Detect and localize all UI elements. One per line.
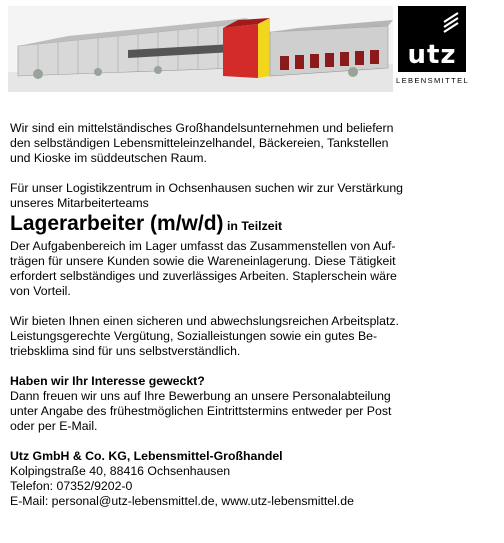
interest-line: Dann freuen wir uns auf Ihre Bewerbung an unsere Personalabteilung	[10, 389, 391, 403]
logo-stripes-icon	[398, 8, 466, 38]
search-line: Für unser Logistikzentrum in Ochsenhausen suchen wir zur Verstärkung	[10, 181, 404, 195]
job-subtitle: in Teilzeit	[226, 219, 283, 233]
interest-line: oder per E-Mail.	[10, 419, 98, 433]
logo-subtitle: LEBENSMITTEL	[396, 76, 470, 85]
utz-logo	[398, 6, 466, 72]
offer-line: triebsklima sind für uns selbstverständlich.	[10, 344, 241, 358]
company-phone: Telefon: 07352/9202-0	[10, 479, 133, 493]
intro-line: den selbständigen Lebensmitteleinzelhandel, Bäckereien, Tankstellen	[10, 136, 389, 150]
offer-line: Wir bieten Ihnen einen sicheren und abwechslungsreichen Arbeitsplatz.	[10, 314, 399, 328]
logo-wordmark: utz	[407, 40, 457, 70]
interest-heading: Haben wir Ihr Interesse geweckt?	[10, 374, 205, 388]
job-title: Lagerarbeiter (m/w/d)	[10, 212, 224, 235]
intro-line: Wir sind ein mittelständisches Großhandelsunternehmen und beliefern	[10, 121, 394, 135]
tasks-line: Der Aufgabenbereich im Lager umfasst das Zusammenstellen von Auf-	[10, 239, 396, 253]
interest-line: unter Angabe des frühestmöglichen Eintrittstermins entweder per Post	[10, 404, 392, 418]
warehouse-illustration	[8, 6, 393, 92]
company-address: Kolpingstraße 40, 88416 Ochsenhausen	[10, 464, 231, 478]
intro-line: und Kioske im süddeutschen Raum.	[10, 151, 207, 165]
tasks-line: trägen für unsere Kunden sowie die Wareneinlagerung. Diese Tätigkeit	[10, 254, 396, 268]
tasks-line: von Vorteil.	[10, 284, 71, 298]
company-email[interactable]: E-Mail: personal@utz-lebensmittel.de, www.utz-lebensmittel.de	[10, 494, 354, 508]
job-ad-body	[10, 121, 430, 509]
offer-line: Leistungsgerechte Vergütung, Sozialleistungen sowie ein gutes Be-	[10, 329, 378, 343]
header-banner	[0, 0, 504, 95]
tasks-line: erfordert selbständiges und zuverlässiges Arbeiten. Staplerschein wäre	[10, 269, 397, 283]
search-line: unseres Mitarbeiterteams	[10, 196, 149, 210]
job-title-row	[10, 211, 430, 239]
company-name: Utz GmbH & Co. KG, Lebensmittel-Großhandel	[10, 449, 283, 463]
